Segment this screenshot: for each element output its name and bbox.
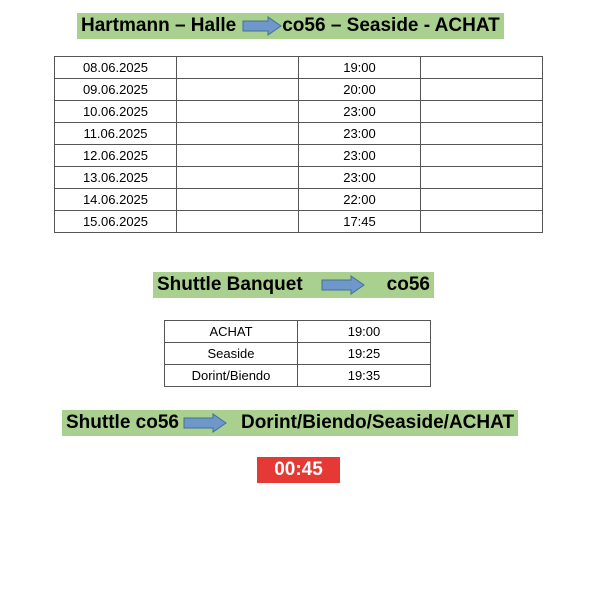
time-cell: 17:45 (299, 211, 421, 233)
schedule-table (54, 56, 543, 233)
table-row (55, 101, 543, 123)
empty-cell (421, 101, 543, 123)
date-cell: 11.06.2025 (55, 123, 177, 145)
table-row (55, 189, 543, 211)
stop-cell: ACHAT (165, 321, 298, 343)
table-row (55, 145, 543, 167)
empty-cell (421, 57, 543, 79)
return-time-badge: 00:45 (257, 457, 340, 483)
table-row (55, 57, 543, 79)
empty-cell (177, 189, 299, 211)
empty-cell (421, 211, 543, 233)
time-cell: 23:00 (299, 145, 421, 167)
header-origin: Shuttle co56 (66, 412, 179, 433)
header-destination: co56 – Seaside - ACHAT (282, 15, 500, 36)
empty-cell (421, 189, 543, 211)
time-cell: 23:00 (299, 101, 421, 123)
header-origin: Shuttle Banquet (157, 274, 303, 295)
table-row (165, 321, 431, 343)
empty-cell (177, 101, 299, 123)
time-cell: 19:25 (298, 343, 431, 365)
table-row (165, 365, 431, 387)
time-cell: 19:35 (298, 365, 431, 387)
header-destination: co56 (386, 274, 430, 295)
header-origin: Hartmann – Halle (81, 15, 237, 36)
table-row (55, 211, 543, 233)
empty-cell (177, 145, 299, 167)
date-cell: 08.06.2025 (55, 57, 177, 79)
header-destination: Dorint/Biendo/Seaside/ACHAT (240, 412, 515, 433)
empty-cell (421, 79, 543, 101)
empty-cell (177, 123, 299, 145)
date-cell: 13.06.2025 (55, 167, 177, 189)
empty-cell (177, 167, 299, 189)
time-cell: 23:00 (299, 123, 421, 145)
empty-cell (421, 123, 543, 145)
date-cell: 10.06.2025 (55, 101, 177, 123)
date-cell: 12.06.2025 (55, 145, 177, 167)
time-cell: 19:00 (299, 57, 421, 79)
table-row (55, 79, 543, 101)
arrow-right-icon (242, 16, 282, 36)
empty-cell (177, 57, 299, 79)
empty-cell (421, 167, 543, 189)
empty-cell (177, 79, 299, 101)
banquet-table (164, 320, 431, 387)
time-cell: 22:00 (299, 189, 421, 211)
empty-cell (421, 145, 543, 167)
arrow-right-icon (321, 275, 365, 295)
table-row (55, 123, 543, 145)
date-cell: 09.06.2025 (55, 79, 177, 101)
empty-cell (177, 211, 299, 233)
date-cell: 15.06.2025 (55, 211, 177, 233)
table-row (165, 343, 431, 365)
table-row (55, 167, 543, 189)
time-cell: 20:00 (299, 79, 421, 101)
time-cell: 19:00 (298, 321, 431, 343)
return-header (62, 410, 518, 436)
date-cell: 14.06.2025 (55, 189, 177, 211)
stop-cell: Seaside (165, 343, 298, 365)
banquet-header (153, 272, 434, 298)
time-cell: 23:00 (299, 167, 421, 189)
arrow-right-icon (183, 413, 227, 433)
stop-cell: Dorint/Biendo (165, 365, 298, 387)
title-header (77, 13, 504, 39)
